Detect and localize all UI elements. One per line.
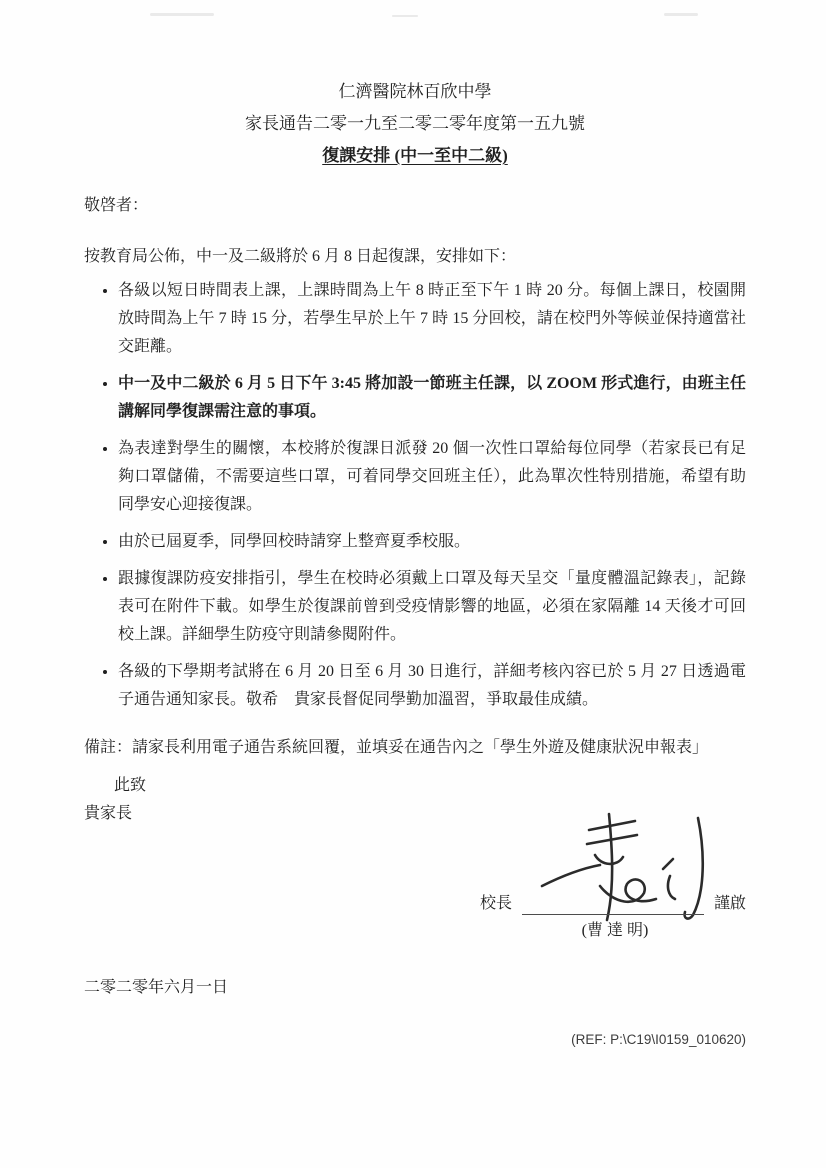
list-item: • 跟據復課防疫安排指引，學生在校時必須戴上口罩及每天呈交「量度體溫記錄表」，記錄表可在附件下載。如學生於復課前曾到受疫情影響的地區，必須在家隔離 14 天後才可回校上課。詳細學生防疫守則請參閱附件。 — [118, 565, 746, 649]
scan-artifact — [150, 13, 214, 16]
intro-paragraph: 按教育局公佈，中一及二級將於 6 月 8 日起復課，安排如下： — [84, 248, 517, 265]
scan-artifact — [664, 13, 698, 16]
school-name: 仁濟醫院林百欣中學 — [338, 82, 492, 101]
signature-line — [522, 905, 704, 915]
signature-block — [480, 828, 780, 944]
closing-salute: 此致 — [114, 777, 147, 794]
list-item: • 由於已屆夏季，同學回校時請穿上整齊夏季校服。 — [118, 528, 746, 556]
list-item: • 各級以短日時間表上課，上課時間為上午 8 時正至下午 1 時 20 分。每個上課日，校園開放時間為上午 7 時 15 分，若學生早於上午 7 時 15 分回校，請在校門外等候並保持適當社交距離。 — [118, 277, 746, 361]
letter-date: 二零二零年六月一日 — [84, 979, 229, 996]
notice-subject: 復課安排 (中一至中二級) — [322, 146, 508, 165]
principal-name: (曹 達 明) — [581, 922, 649, 939]
remark-line: 備註：請家長利用電子通告系統回覆，並填妥在通告內之「學生外遊及健康狀況申報表」 — [84, 739, 709, 756]
notice-number: 家長通告二零一九至二零二零年度第一五九號 — [245, 114, 585, 133]
signature-row — [480, 890, 780, 918]
closing-addressee: 貴家長 — [84, 805, 133, 822]
list-item-emphasized: • 中一及中二級於 6 月 5 日下午 3:45 將加設一節班主任課，以 ZOOM 形式進行，由班主任講解同學復課需注意的事項。 — [118, 370, 746, 426]
scan-artifact — [392, 15, 418, 17]
letter-header — [84, 80, 746, 168]
reference-number: (REF: P:\C19\I0159_010620) — [571, 1032, 746, 1047]
salutation: 敬啓者： — [84, 197, 149, 214]
notice-bullet-list — [84, 277, 746, 714]
signature-suffix: 謹啟 — [714, 895, 747, 912]
signature-role-label: 校長 — [480, 895, 513, 912]
list-item: • 為表達對學生的關懷，本校將於復課日派發 20 個一次性口罩給每位同學（若家長已有足夠口罩儲備，不需要這些口罩，可着同學交回班主任），此為單次性特別措施，希望有助同學安心迎接復課。 — [118, 435, 746, 519]
list-item: • 各級的下學期考試將在 6 月 20 日至 6 月 30 日進行，詳細考核內容已於 5 月 27 日透過電子通告通知家長。敬希 貴家長督促同學勤加溫習，爭取最佳成績。 — [118, 658, 746, 714]
